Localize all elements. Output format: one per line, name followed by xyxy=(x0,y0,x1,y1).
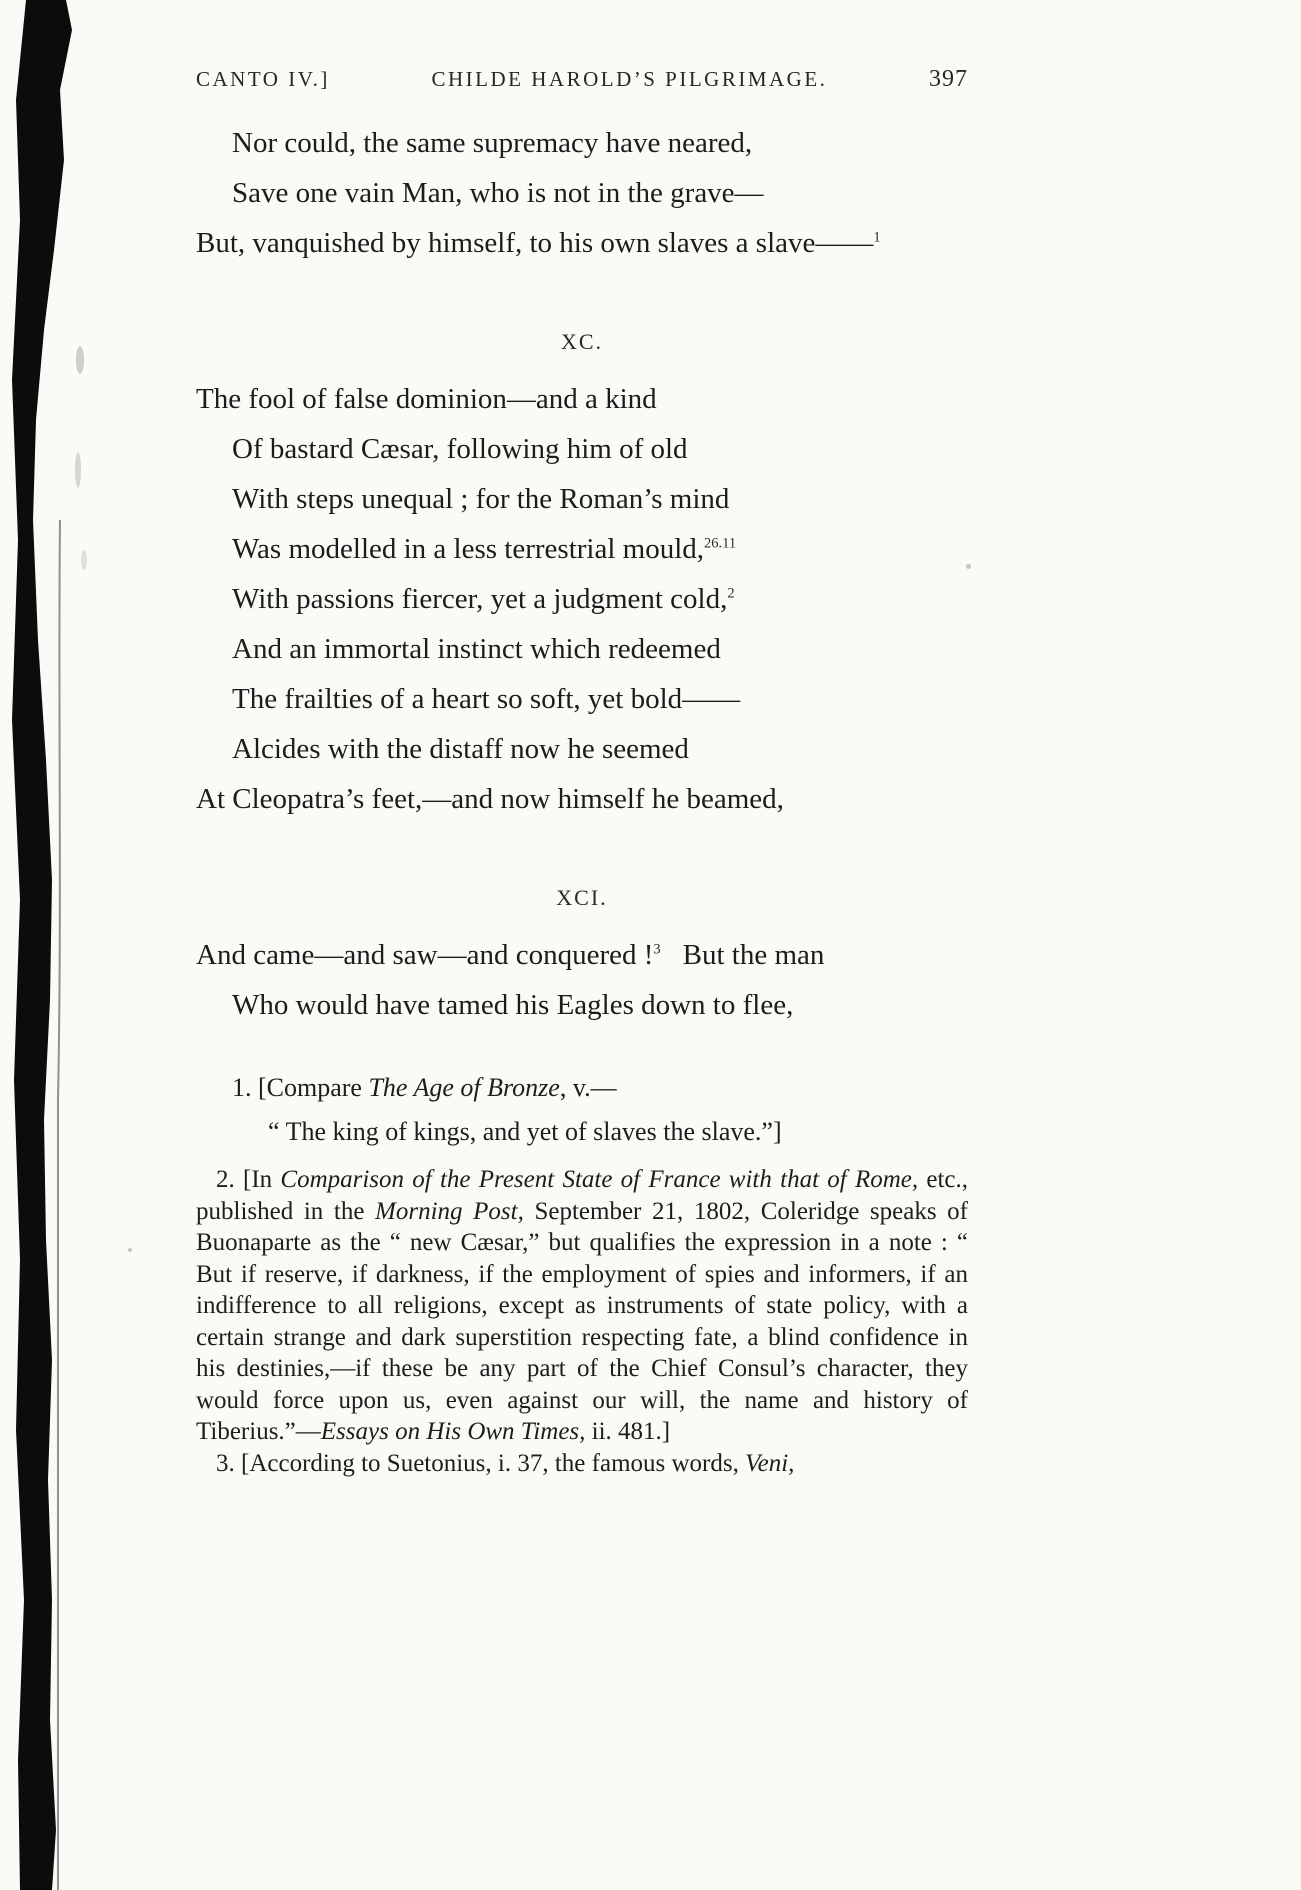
poem-line xyxy=(196,474,968,524)
poem-line xyxy=(196,930,968,980)
text-segment: With steps unequal ; for the Roman’s mind xyxy=(232,483,730,515)
scan-speck xyxy=(128,1248,132,1252)
text-segment: Nor could, the same supremacy have neared, xyxy=(232,127,753,159)
stanza-lxxxix-end xyxy=(196,118,968,268)
text-segment: etc., published in the xyxy=(196,1166,969,1225)
poem-line xyxy=(196,424,968,474)
text-segment: 1. [Compare xyxy=(232,1073,369,1102)
poem-line xyxy=(196,724,968,774)
poem-line xyxy=(196,624,968,674)
text-segment: Essays on His Own Times, xyxy=(320,1418,586,1445)
footnote xyxy=(196,1164,968,1448)
text-segment: Alcides with the distaff now he seemed xyxy=(232,733,689,765)
text-segment: 2. [In xyxy=(216,1166,281,1193)
header-title: CHILDE HAROLD’S PILGRIMAGE. xyxy=(431,67,828,91)
page-header xyxy=(196,66,968,92)
text-segment: September 21, 1802, Coleridge speaks of Buonaparte as the “ new Cæsar,” but qualifies the expression in a note : “ But if reserve, if darkness, if the employment of spies and informers, if an indifference to all religions, except as instruments of state policy, with a certain strange and dark superstition respecting fate, a blind confidence in his destinies,—if these be any part of the Chief Consul’s character, they would force upon us, even against our will, the name and history of Tiberius.”— xyxy=(196,1197,968,1445)
text-segment: Was modelled in a less terrestrial mould, xyxy=(232,533,705,565)
text-segment: Save one vain Man, who is not in the grave— xyxy=(232,177,764,209)
text-segment: Veni, xyxy=(745,1449,795,1477)
text-segment: The Age of Bronze xyxy=(368,1073,560,1102)
text-segment: The fool of false dominion—and a kind xyxy=(196,383,657,415)
text-segment: But, vanquished by himself, to his own slaves a slave—— xyxy=(196,227,874,259)
poem-line xyxy=(196,980,968,1030)
stanza-number-xc: XC. xyxy=(560,329,604,354)
text-segment: The frailties of a heart so soft, yet bold—— xyxy=(232,683,741,715)
poem-line xyxy=(196,374,968,424)
footnote xyxy=(196,1448,968,1480)
stanza-number-xci: XCI. xyxy=(556,885,608,910)
footnote-ref: 26.11 xyxy=(704,535,737,552)
text-segment: “ The king of kings, and yet of slaves the slave.”] xyxy=(268,1117,782,1146)
text-segment: Who would have tamed his Eagles down to flee, xyxy=(232,989,794,1021)
header-canto: CANTO IV.] xyxy=(196,67,330,91)
text-segment: 3. [According to Suetonius, i. 37, the famous words, xyxy=(216,1449,746,1477)
page-number: 397 xyxy=(929,66,968,92)
poem-line xyxy=(196,574,968,624)
text-segment: And came—and saw—and conquered ! xyxy=(196,939,654,971)
poem-line xyxy=(196,774,968,824)
footnote-ref: 3 xyxy=(653,941,661,958)
poem-line xyxy=(196,674,968,724)
footnote-ref: 1 xyxy=(873,229,881,246)
text-segment: Of bastard Cæsar, following him of old xyxy=(232,433,688,465)
text-segment: Morning Post, xyxy=(375,1197,524,1225)
poem-line xyxy=(196,1066,968,1110)
poem-line xyxy=(196,118,968,168)
scan-binding-artifact xyxy=(0,0,95,1890)
stanza-xci xyxy=(196,930,968,1030)
text-segment: And an immortal instinct which redeemed xyxy=(232,633,721,665)
text-segment: With passions fiercer, yet a judgment cold, xyxy=(232,583,728,615)
poem-line xyxy=(196,218,968,268)
poem-line xyxy=(196,168,968,218)
poem-line xyxy=(196,1110,968,1154)
text-segment: , v.— xyxy=(559,1073,617,1102)
text-segment: ii. 481.] xyxy=(585,1418,671,1445)
footnote xyxy=(196,1066,968,1154)
poem-line xyxy=(196,524,968,574)
text-block xyxy=(196,66,968,1479)
footnotes xyxy=(196,1066,968,1479)
text-segment: At Cleopatra’s feet,—and now himself he beamed, xyxy=(196,783,784,815)
text-segment: Comparison of the Present State of France with that of Rome, xyxy=(280,1166,919,1193)
footnote-ref: 2 xyxy=(727,585,735,602)
stanza-xc xyxy=(196,374,968,824)
text-segment: But the man xyxy=(682,939,825,971)
